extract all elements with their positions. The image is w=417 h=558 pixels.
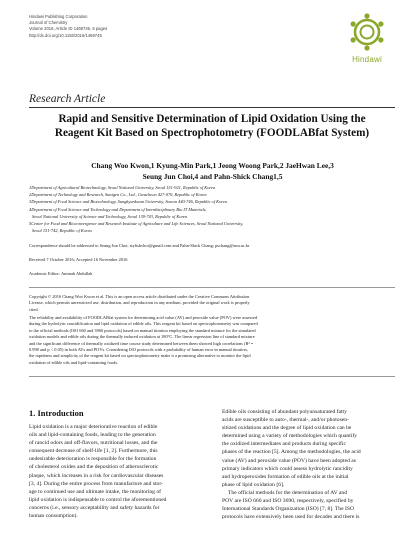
journal-info — [29, 14, 107, 39]
body-line: human consumption). — [29, 513, 78, 520]
affiliation: 4Department of Food Science and Technology and Department of Interdisciplinary Bio IT Materials, — [29, 206, 207, 212]
title-line: Reagent Kit Based on Spectrophotometry (FOODLABfat System) — [54, 127, 370, 139]
body-line: sitized oxidations and the degree of lipid oxidation can be — [222, 425, 352, 432]
body-column-left — [29, 423, 204, 520]
abstract — [29, 315, 395, 366]
abstract-line: The reliability and availability of FOODLABfat system for determining acid value (AV) and peroxide value (POV) were assessed — [29, 315, 258, 320]
author-list — [40, 160, 385, 182]
body-line: of cholesterol oxides and the deposition of atherosclerotic — [29, 464, 159, 471]
body-line: and hydroperoxides formation of edible oils at the initial — [222, 473, 349, 480]
abstract-line: 0.998 and p < 0.05) in both AVs and POVs. Considering ISO protocols with a probability of human error in manual titration, — [29, 347, 248, 353]
copyright-line: License, which permits unrestricted use, distribution, and reproduction in any medium, provided the original work is properly — [29, 300, 250, 306]
affiliation: 1Department of Agricultural Biotechnology, Seoul National University, Seoul 151-921, Republic of Korea — [29, 185, 216, 190]
copyright-line: cited. — [29, 306, 39, 312]
body-line: acids are susceptible to auto-, thermal-, and/or photosen- — [222, 417, 349, 424]
divider — [29, 376, 395, 377]
body-line: POV are ISO 660 and ISO 3690, respectively, specified by — [222, 498, 354, 505]
section-heading: 1. Introduction — [29, 408, 84, 418]
body-line: age to continued use and ultimate intake, the monitoring of — [29, 488, 162, 495]
affiliation: Seoul National University of Science and Technology, Seoul 139-743, Republic of Korea — [32, 213, 188, 219]
abstract-line: and the significant difference of thermally oxidized time course study determined between them showed high correlations (R² = — [29, 340, 254, 346]
body-line: International Standards Organization (ISO) [7, 8]. The ISO — [222, 506, 354, 513]
author-line: Seung Jun Choi,4 and Pahn-Shick Chang1,5 — [142, 172, 283, 181]
body-line: Edible oils consisting of abundant polyunsaturated fatty — [222, 409, 347, 415]
doi-link[interactable]: http://dx.doi.org/10.1155/2016/1468745 — [29, 32, 102, 38]
affiliation: Seoul 151-742, Republic of Korea — [32, 228, 92, 234]
affiliations — [29, 184, 395, 234]
affiliation: 3Department of Food Science and Biotechnology, Sungkyunkwan University, Suwon 440-746, Republic of Korea — [29, 199, 227, 205]
publisher-name: Hindawi Publishing Corporation — [29, 14, 88, 19]
paper-title — [29, 112, 395, 140]
received-date: Received 7 October 2016; Accepted 16 November 2016 — [29, 257, 128, 262]
body-line: phase of lipid oxidation [6]. — [222, 481, 285, 488]
abstract-line: during the hydrolytic rancidification and lipid oxidation of edible oils. This reagent kit based on spectrophotometry was compared — [29, 321, 258, 327]
body-line: protocols have extensively been used for decades and there is — [222, 514, 360, 521]
copyright-notice — [29, 294, 393, 313]
affiliation: 2Department of Technology and Research, Sanigen Co., Ltd., Gwacheon 427-070, Republic of Korea — [29, 192, 207, 198]
header-rule — [29, 107, 395, 108]
hindawi-logo-icon — [340, 12, 394, 54]
body-line: of rancid odors and off-flavors, nutritional losses, and the — [29, 440, 158, 447]
abstract-line: to the official methods (ISO 660 and 3960 protocols) based on manual titration employing the standard mixture for the simulated — [29, 327, 256, 333]
body-line: plaque, which increases in a risk for cardiovascular diseases — [29, 472, 164, 479]
hindawi-logo[interactable] — [340, 12, 394, 72]
journal-name: Journal of Chemistry — [29, 20, 68, 26]
body-line: undesirable deterioration is responsible for the formation — [29, 456, 157, 463]
body-line: primary indicators which could assess hydrolytic rancidity — [222, 465, 353, 472]
abstract-line: oxidation of edible oils and lipid-containing foods. — [29, 359, 119, 365]
body-line: concerns (i.e., sensory acceptability and safety hazards for — [29, 504, 160, 511]
body-line: determined using a variety of methodologies which quantify — [222, 433, 357, 440]
body-line: The official methods for the determination of AV and — [228, 489, 347, 496]
body-line: the oxidized intermediates and products during specific — [222, 441, 346, 448]
body-line: phases of the reaction [5]. Among the methodologies, the acid — [222, 449, 361, 456]
abstract-line: oxidation models and edible oils during the thermally induced oxidation at 180°C. The linear regression line of standard mixture — [29, 334, 255, 340]
logo-text: Hindawi — [352, 55, 382, 64]
title-line: Rapid and Sensitive Determination of Lipid Oxidation Using the — [58, 113, 366, 125]
article-type: Research Article — [29, 93, 106, 105]
body-line: Lipid oxidation is a major deteriorative reaction of edible — [29, 424, 158, 430]
academic-editor: Academic Editor: Aminah Abdullah — [29, 271, 93, 276]
copyright-line: Copyright © 2016 Chang Woo Kwon et al. This is an open access article distributed under the Creative Commons Attribution — [29, 294, 250, 299]
body-column-right — [222, 408, 397, 521]
author-line: Chang Woo Kwon,1 Kyung-Min Park,1 Jeong Woong Park,2 JaeHwan Lee,3 — [91, 161, 334, 170]
abstract-line: the rapidness and simplicity of the reagent kit based on spectrophotometry make it a promising alternative to monitor the lipid — [29, 353, 251, 359]
volume-info: Volume 2016, Article ID 1468745, 6 pages — [29, 26, 108, 32]
body-line: consequent decrease of shelf-life [1, 2]. Furthermore, this — [29, 448, 158, 455]
body-line: [3, 4]. During the entire process from manufacture and stor- — [29, 480, 163, 487]
correspondence: Correspondence should be addressed to Seung Jun Choi; stylishchoi@gmail.com and Pahn-Shick Chang; pschang@snu.ac.kr — [29, 243, 250, 248]
affiliation: 5Center for Food and Bioconvergence and Research Institute of Agriculture and Life Sciences, Seoul National University, — [29, 221, 244, 227]
body-line: lipid oxidation is indispensable to control the aforementioned — [29, 496, 167, 503]
body-line: oils and lipid-containing foods, leading to the generation — [29, 432, 156, 439]
divider — [29, 287, 395, 288]
body-line: value (AV) and peroxide value (POV) have been adopted as — [222, 457, 356, 464]
